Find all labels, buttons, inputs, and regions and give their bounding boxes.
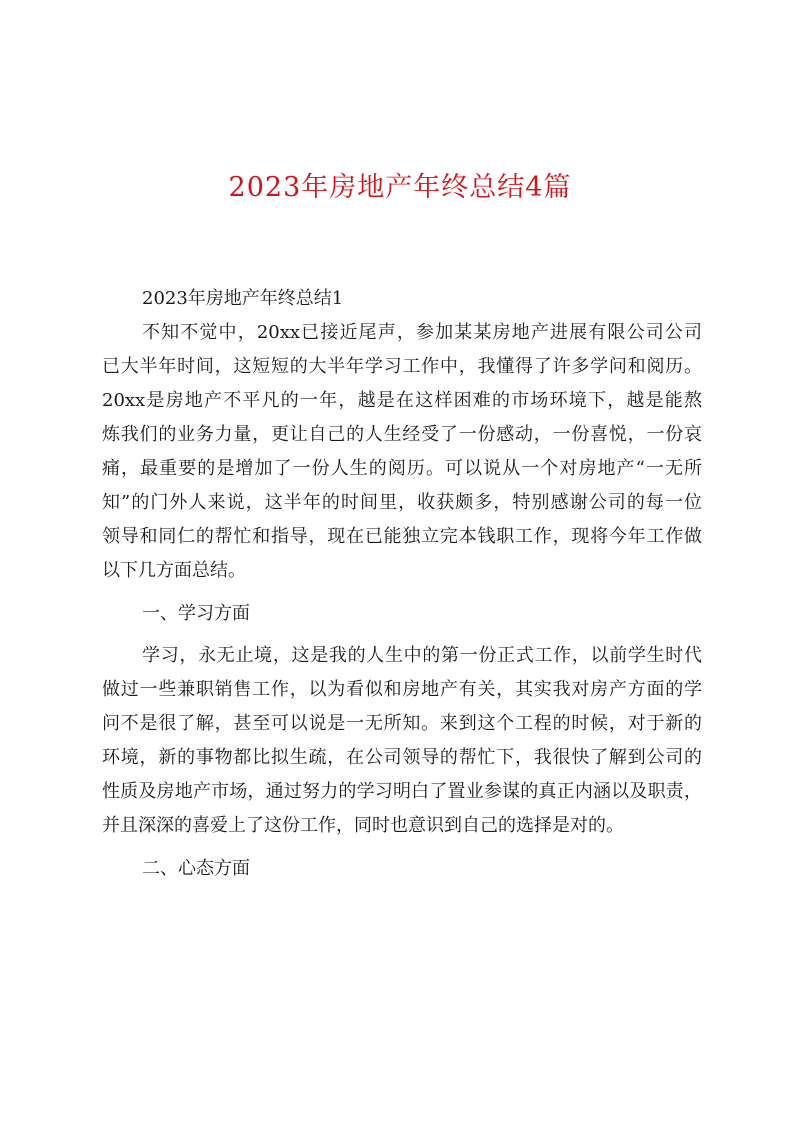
paragraph-line: 环境，新的事物都比拟生疏，在公司领导的帮忙下，我很快了解到公司的	[102, 747, 702, 768]
paragraph-line: 以下几方面总结。	[102, 560, 246, 581]
paragraph-line: 不知不觉中，20xx已接近尾声，参加某某房地产进展有限公司公司	[142, 322, 702, 343]
paragraph-line: 知”的门外人来说，这半年的时间里，收获颇多，特别感谢公司的每一位	[102, 492, 702, 513]
document-title: 2023年房地产年终总结4篇	[228, 172, 572, 203]
paragraph-line: 领导和同仁的帮忙和指导，现在已能独立完本钱职工作，现将今年工作做	[102, 526, 702, 547]
paragraph-study	[102, 639, 702, 843]
document-body	[102, 282, 702, 886]
paragraph-line: 炼我们的业务力量，更让自己的人生经受了一份感动，一份喜悦，一份哀	[102, 424, 702, 445]
paragraph-line: 问不是很了解，甚至可以说是一无所知。来到这个工程的时候，对于新的	[102, 713, 702, 734]
paragraph-line: 20xx是房地产不平凡的一年，越是在这样困难的市场环境下，越是能熬	[102, 390, 702, 411]
paragraph-line: 痛，最重要的是增加了一份人生的阅历。可以说从一个对房地产“一无所	[102, 458, 702, 479]
paragraph-line: 已大半年时间，这短短的大半年学习工作中，我懂得了许多学问和阅历。	[102, 356, 702, 377]
paragraph-line: 做过一些兼职销售工作，以为看似和房地产有关，其实我对房产方面的学	[102, 679, 702, 700]
paragraph-line: 学习，永无止境，这是我的人生中的第一份正式工作，以前学生时代	[142, 645, 702, 666]
paragraph-intro	[102, 316, 702, 588]
heading-mindset: 二、心态方面	[142, 857, 250, 879]
heading-study: 一、学习方面	[142, 602, 250, 624]
section-heading: 2023年房地产年终总结1	[142, 288, 344, 309]
paragraph-line: 并且深深的喜爱上了这份工作，同时也意识到自己的选择是对的。	[102, 815, 624, 836]
paragraph-line: 性质及房地产市场，通过努力的学习明白了置业参谋的真正内涵以及职责，	[102, 781, 702, 802]
